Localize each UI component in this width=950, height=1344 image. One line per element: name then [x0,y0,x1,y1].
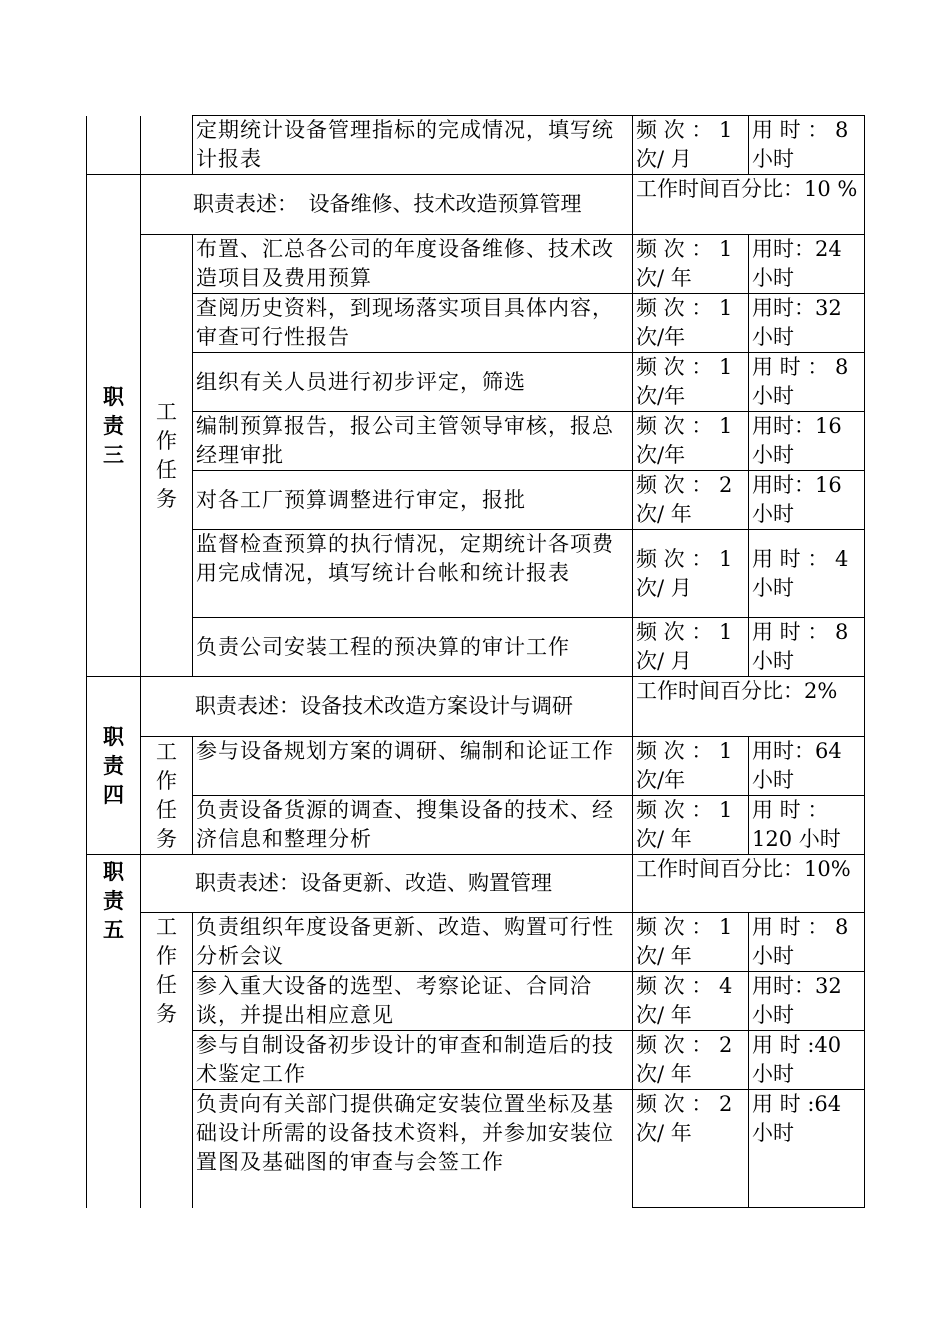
task-hours: 用 时 ：120 小时 [749,796,865,855]
task-frequency: 频 次 ： 1次/年 [633,412,749,471]
duty-label-4: 职 责 四 [87,677,141,855]
table-row [87,116,865,175]
table-row [87,618,865,677]
table-row [87,796,865,855]
table-row [87,294,865,353]
task-text: 组织有关人员进行初步评定，筛选 [193,353,633,412]
duty-summary: 职责表述：设备技术改造方案设计与调研 [141,677,633,737]
task-text: 负责组织年度设备更新、改造、购置可行性分析会议 [193,913,633,972]
task-hours: 用 时 ： 8小时 [749,116,865,175]
task-label-cont [141,116,193,175]
task-frequency: 频 次 ： 2次/ 年 [633,1090,749,1208]
task-hours: 用 时 ： 4小时 [749,530,865,618]
task-hours: 用 时 ： 8小时 [749,618,865,677]
table-row [87,737,865,796]
table-row [87,1090,865,1208]
table-row [87,972,865,1031]
duty-summary-row [87,175,865,235]
task-hours: 用时：16小时 [749,412,865,471]
table-row [87,530,865,618]
task-text: 编制预算报告，报公司主管领导审核，报总经理审批 [193,412,633,471]
task-hours: 用时：64小时 [749,737,865,796]
task-frequency: 频 次 ： 1次/ 月 [633,116,749,175]
task-frequency: 频 次 ： 1次/年 [633,353,749,412]
duty-summary: 职责表述：设备更新、改造、购置管理 [141,855,633,913]
task-frequency: 频 次 ： 4次/ 年 [633,972,749,1031]
task-frequency: 频 次 ： 1次/年 [633,294,749,353]
task-hours: 用 时 ： 8小时 [749,353,865,412]
task-text: 参入重大设备的选型、考察论证、合同洽谈，并提出相应意见 [193,972,633,1031]
task-frequency: 频 次 ： 1次/ 年 [633,235,749,294]
task-frequency: 频 次 ： 2次/ 年 [633,1031,749,1090]
task-frequency: 频 次 ： 1次/ 月 [633,618,749,677]
duty-summary-row [87,677,865,737]
task-hours: 用时：24小时 [749,235,865,294]
task-text: 定期统计设备管理指标的完成情况，填写统计报表 [193,116,633,175]
task-text: 查阅历史资料，到现场落实项目具体内容，审查可行性报告 [193,294,633,353]
task-frequency: 频 次 ： 1次/年 [633,737,749,796]
task-hours: 用 时 :40小时 [749,1031,865,1090]
duty-summary: 职责表述： 设备维修、技术改造预算管理 [141,175,633,235]
task-hours: 用 时 ： 8小时 [749,913,865,972]
task-text: 监督检查预算的执行情况，定期统计各项费用完成情况，填写统计台帐和统计报表 [193,530,633,618]
table-row [87,353,865,412]
task-text: 负责向有关部门提供确定安装位置坐标及基础设计所需的设备技术资料，并参加安装位置图及基础图的审查与会签工作 [193,1090,633,1208]
task-frequency: 频 次 ： 2次/ 年 [633,471,749,530]
task-hours: 用时：32小时 [749,972,865,1031]
duty-percent: 工作时间百分比：2% [633,677,865,737]
task-label: 工 作 任 务 [141,737,193,855]
duty-label-5: 职 责 五 [87,855,141,1208]
task-hours: 用时：32小时 [749,294,865,353]
duty-table [86,115,865,1208]
task-hours: 用 时 :64小时 [749,1090,865,1208]
duty-percent: 工作时间百分比：10 % [633,175,865,235]
task-frequency: 频 次 ： 1次/ 年 [633,796,749,855]
task-text: 布置、汇总各公司的年度设备维修、技术改造项目及费用预算 [193,235,633,294]
duty-label-3: 职 责 三 [87,175,141,677]
task-text: 参与自制设备初步设计的审查和制造后的技术鉴定工作 [193,1031,633,1090]
task-label: 工 作 任 务 [141,913,193,1208]
table-row [87,471,865,530]
task-text: 负责设备货源的调查、搜集设备的技术、经济信息和整理分析 [193,796,633,855]
task-frequency: 频 次 ： 1次/ 月 [633,530,749,618]
table-row [87,913,865,972]
task-text: 对各工厂预算调整进行审定，报批 [193,471,633,530]
duty-label-cont [87,116,141,175]
task-frequency: 频 次 ： 1次/ 年 [633,913,749,972]
task-hours: 用时：16小时 [749,471,865,530]
table-row [87,1031,865,1090]
table-row [87,235,865,294]
task-text: 负责公司安装工程的预决算的审计工作 [193,618,633,677]
duty-percent: 工作时间百分比：10% [633,855,865,913]
task-label: 工 作 任 务 [141,235,193,677]
task-text: 参与设备规划方案的调研、编制和论证工作 [193,737,633,796]
duty-summary-row [87,855,865,913]
table-row [87,412,865,471]
